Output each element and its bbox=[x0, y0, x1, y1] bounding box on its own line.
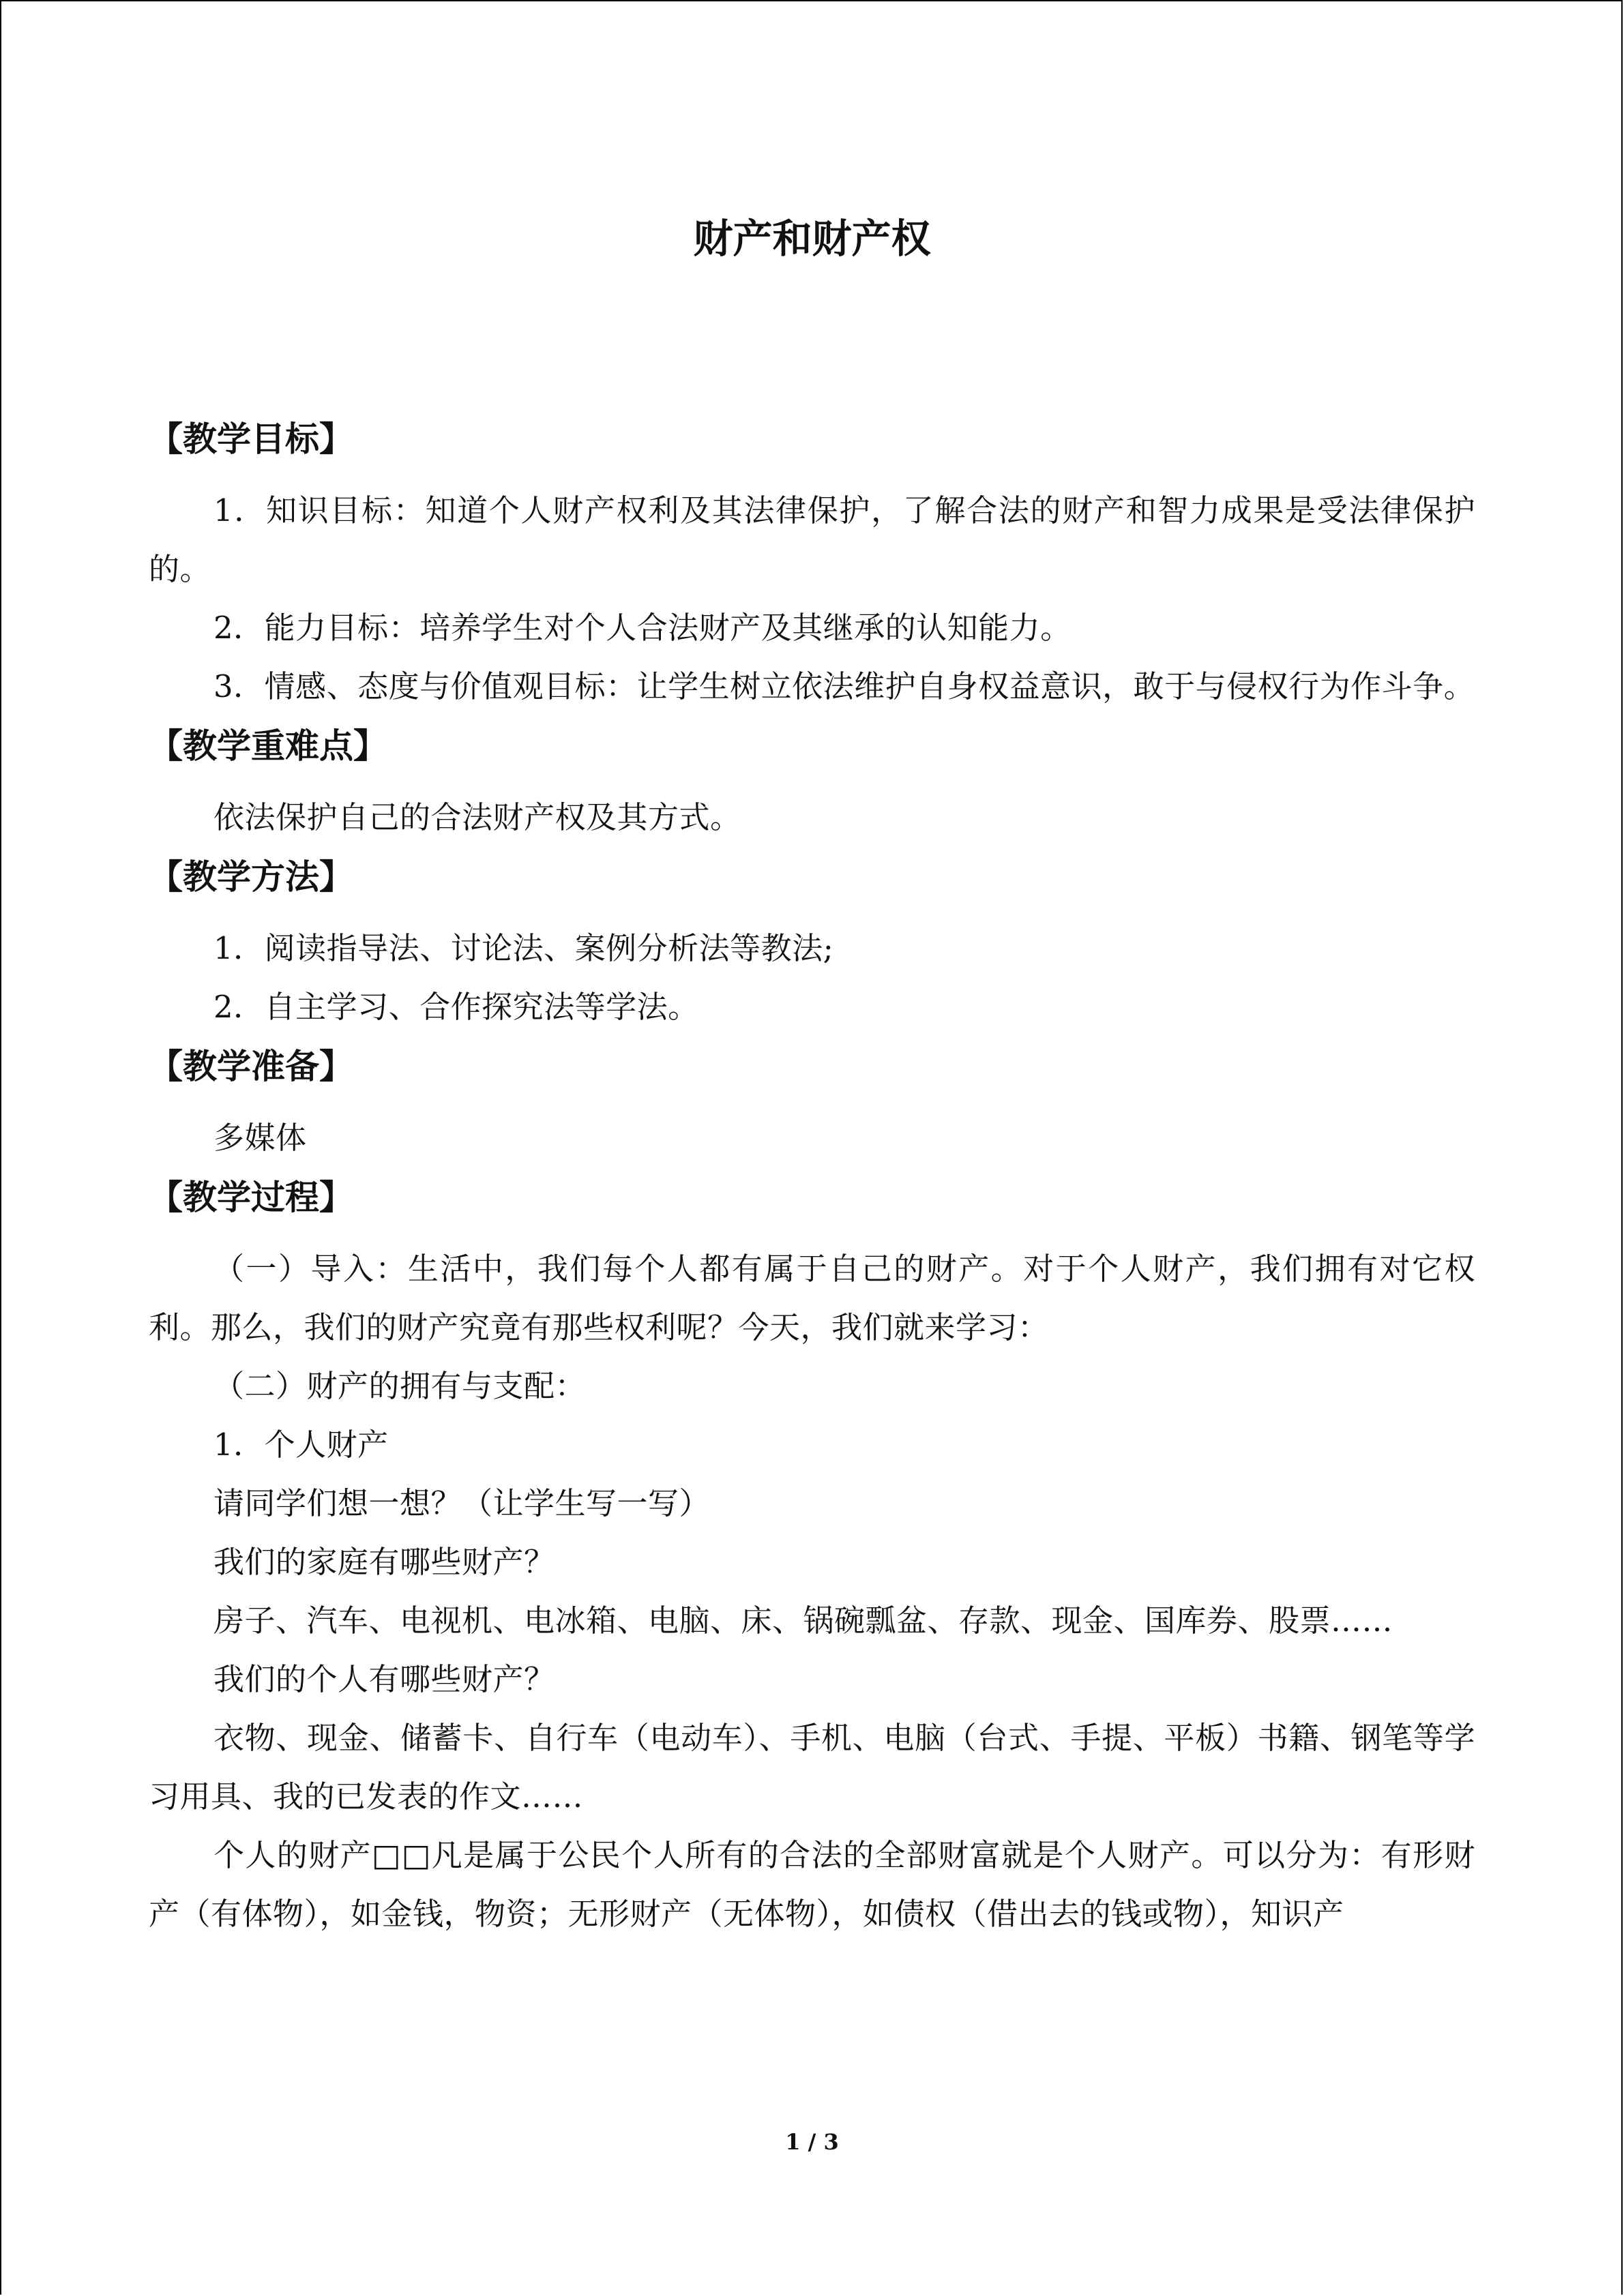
process-paragraph-9: 个人的财产□□凡是属于公民个人所有的合法的全部财富就是个人财产。可以分为：有形财产（有体物），如金钱，物资；无形财产（无体物），如债权（借出去的钱或物），知识产 bbox=[149, 1837, 1475, 1932]
section-heading-key-points: 【教学重难点】 bbox=[149, 726, 387, 766]
document-body bbox=[149, 205, 1475, 1943]
section-heading-preparation: 【教学准备】 bbox=[149, 1047, 353, 1086]
process-paragraph-3: 1．个人财产 bbox=[213, 1427, 389, 1463]
page-title: 财产和财产权 bbox=[693, 215, 931, 262]
process-paragraph-6: 房子、汽车、电视机、电冰箱、电脑、床、锅碗瓢盆、存款、现金、国库券、股票…… bbox=[213, 1602, 1393, 1639]
goals-paragraph-2: 2．能力目标：培养学生对个人合法财产及其继承的认知能力。 bbox=[213, 610, 1072, 646]
page-number: 1 / 3 bbox=[785, 2129, 839, 2155]
process-paragraph-5: 我们的家庭有哪些财产？ bbox=[213, 1544, 555, 1580]
key-points-paragraph-1: 依法保护自己的合法财产权及其方式。 bbox=[213, 799, 741, 835]
process-paragraph-1: （一）导入：生活中，我们每个人都有属于自己的财产。对于个人财产，我们拥有对它权利。那么，我们的财产究竟有那些权利呢？今天，我们就来学习： bbox=[149, 1251, 1475, 1345]
section-heading-process: 【教学过程】 bbox=[149, 1178, 353, 1217]
process-paragraph-4: 请同学们想一想？（让学生写一写） bbox=[213, 1485, 711, 1521]
process-paragraph-8: 衣物、现金、储蓄卡、自行车（电动车）、手机、电脑（台式、手提、平板）书籍、钢笔等学习用具、我的已发表的作文…… bbox=[149, 1720, 1475, 1815]
methods-paragraph-1: 1．阅读指导法、讨论法、案例分析法等教法; bbox=[213, 930, 834, 966]
process-paragraph-2: （二）财产的拥有与支配： bbox=[213, 1368, 587, 1404]
section-heading-goals: 【教学目标】 bbox=[149, 419, 353, 459]
preparation-paragraph-1: 多媒体 bbox=[213, 1120, 307, 1156]
process-paragraph-7: 我们的个人有哪些财产？ bbox=[213, 1661, 555, 1697]
goals-paragraph-1: 1．知识目标：知道个人财产权利及其法律保护，了解合法的财产和智力成果是受法律保护的。 bbox=[149, 492, 1475, 587]
methods-paragraph-2: 2．自主学习、合作探究法等学法。 bbox=[213, 989, 699, 1025]
section-heading-methods: 【教学方法】 bbox=[149, 857, 353, 897]
goals-paragraph-3: 3．情感、态度与价值观目标：让学生树立依法维护自身权益意识，敢于与侵权行为作斗争。 bbox=[213, 668, 1475, 704]
